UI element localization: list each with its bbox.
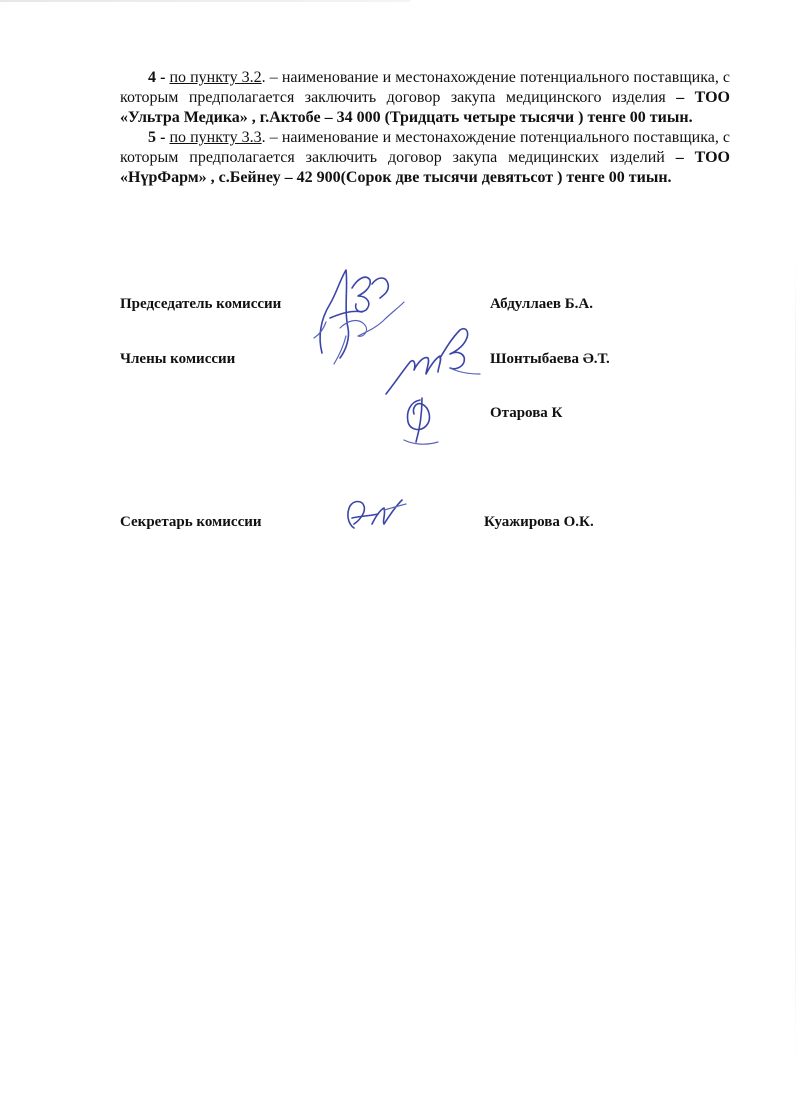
chairman-label: Председатель комиссии — [120, 296, 282, 312]
item-4-dash: - — [160, 69, 166, 86]
scan-edge-right — [795, 250, 796, 1070]
item-5-reference: по пункту 3.3 — [169, 129, 262, 146]
secretary-label: Секретарь комиссии — [120, 514, 262, 530]
member2-name: Отарова К — [490, 405, 563, 421]
members-label: Члены комиссии — [120, 351, 236, 367]
item-4-text: . – наименование и местонахождение потенциального поставщика, с которым предполагается заключить договор закупа медицинского изделия — [120, 69, 731, 106]
item-4-supplier: – ТОО «Ультра Медика» , г.Актобе – 34 000 (Тридцать четыре тысячи ) тенге 00 тиын. — [120, 89, 731, 126]
item-5-paragraph — [120, 128, 730, 188]
scan-edge-top — [0, 0, 410, 2]
item-4-reference: по пункту 3.2 — [169, 69, 262, 86]
chairman-name: Абдуллаев Б.А. — [490, 296, 594, 312]
member1-signature — [380, 318, 490, 398]
secretary-signature — [340, 494, 410, 538]
item-5-number: 5 — [148, 129, 156, 146]
item-5-text: . – наименование и местонахождение потенциального поставщика, с которым предполагается заключить договор закупа медицинских изделий — [120, 129, 731, 166]
item-5-supplier: – ТОО «НүрФарм» , с.Бейнеу – 42 900(Сорок две тысячи девятьсот ) тенге 00 тиын. — [120, 149, 730, 186]
member1-name: Шонтыбаева Ә.Т. — [490, 351, 610, 367]
document-body — [120, 68, 730, 188]
secretary-name: Куажирова О.К. — [484, 514, 594, 530]
member2-signature — [398, 394, 448, 450]
item-4-paragraph — [120, 68, 730, 128]
item-5-dash: - — [160, 129, 166, 146]
item-4-number: 4 — [148, 69, 156, 86]
